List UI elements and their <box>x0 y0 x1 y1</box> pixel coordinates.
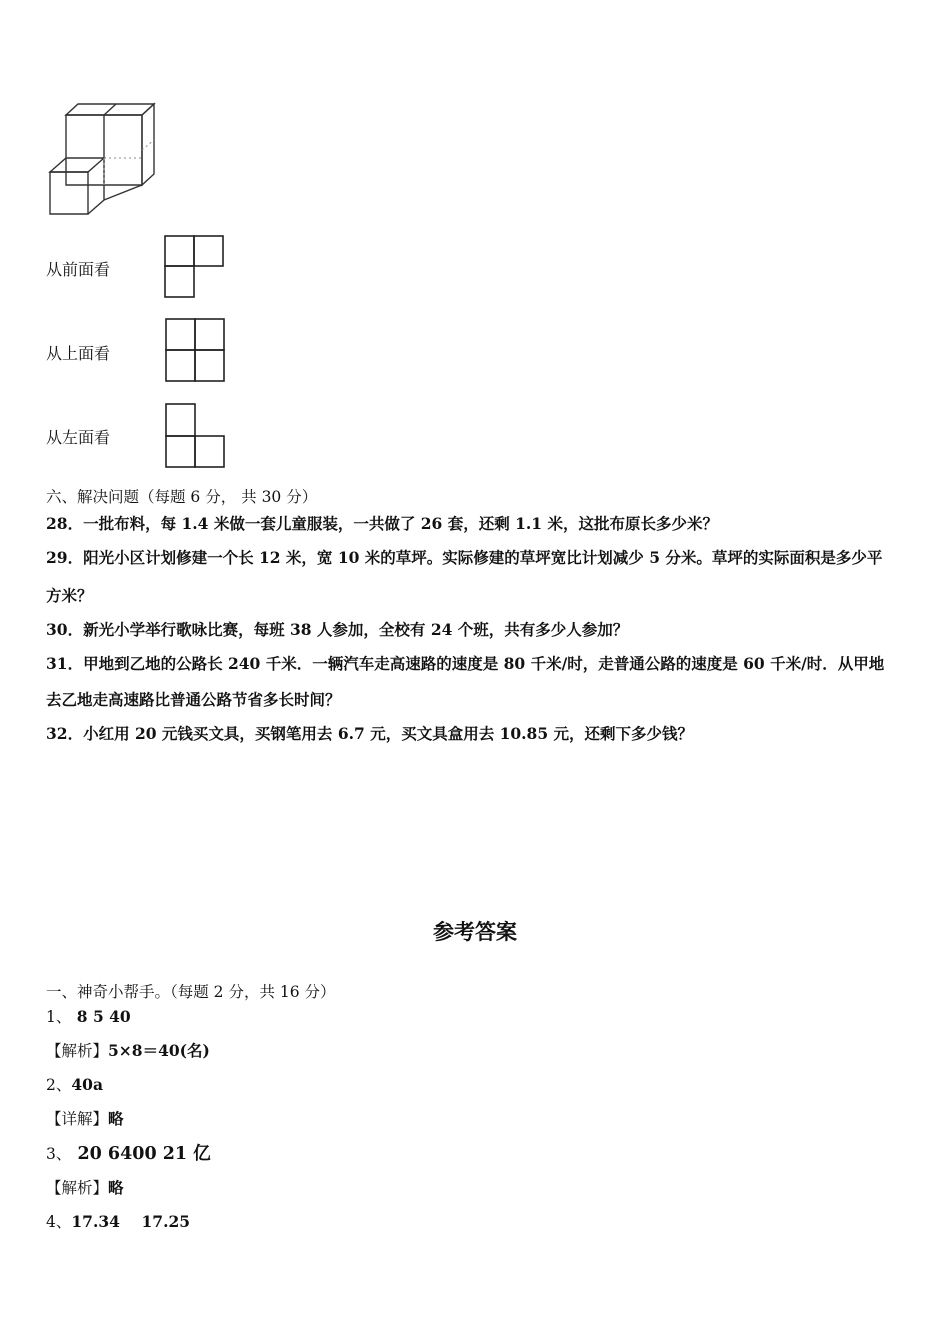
question-31-line1: 31．甲地到乙地的公路长 240 千米．一辆汽车走高速路的速度是 80 千米/时，走普通公路的速度是 60 千米/时．从甲地 <box>46 654 885 673</box>
left-view-figure <box>164 402 228 470</box>
top-view-figure <box>164 317 228 385</box>
top-view-label: 从上面看 <box>46 344 111 363</box>
answer-3-explain-tag: 【解析】 <box>46 1179 109 1197</box>
answer-2-explain-tag: 【详解】 <box>46 1110 109 1128</box>
answer-3 <box>46 1140 211 1165</box>
answer-1-number: 1、 <box>46 1008 72 1026</box>
answers-title: 参考答案 <box>433 919 517 944</box>
answers-section1-heading: 一、神奇小帮手。（每题 2 分，共 16 分） <box>46 983 336 1001</box>
front-view-figure <box>163 234 227 300</box>
answer-3-explain-text: 略 <box>108 1178 124 1197</box>
answer-4-number: 4、 <box>46 1213 72 1231</box>
answer-3-explanation <box>46 1176 124 1198</box>
question-29-line1: 29．阳光小区计划修建一个长 12 米，宽 10 米的草坪。实际修建的草坪宽比计划减少 5 分米。草坪的实际面积是多少平 <box>46 548 883 567</box>
answer-3-number: 3、 <box>46 1145 72 1163</box>
section6-heading: 六、解决问题（每题 6 分， 共 30 分） <box>46 488 318 506</box>
answer-1 <box>46 1005 131 1027</box>
left-view-label: 从左面看 <box>46 428 111 447</box>
answer-2 <box>46 1073 103 1095</box>
question-31-line2: 去乙地走高速路比普通公路节省多长时间？ <box>46 690 341 709</box>
answer-2-value: 40a <box>71 1075 103 1094</box>
answer-2-explain-text: 略 <box>108 1109 124 1128</box>
answer-3-value: 20 6400 21 亿 <box>71 1144 211 1164</box>
question-32: 32．小红用 20 元钱买文具，买钢笔用去 6.7 元，买文具盒用去 10.85 元，还剩下多少钱？ <box>46 724 694 743</box>
answer-1-explanation <box>46 1039 210 1061</box>
answer-4 <box>46 1210 190 1232</box>
question-30: 30．新光小学举行歌咏比赛，每班 38 人参加，全校有 24 个班，共有多少人参加？ <box>46 620 629 639</box>
question-28: 28．一批布料，每 1.4 米做一套儿童服装，一共做了 26 套，还剩 1.1 米，这批布原长多少米？ <box>46 514 718 533</box>
answer-1-value: 8 5 40 <box>71 1007 131 1026</box>
answer-1-explain-tag: 【解析】 <box>46 1042 109 1060</box>
answer-1-explain-text: 5×8＝40(名) <box>108 1041 210 1060</box>
front-view-label: 从前面看 <box>46 260 111 279</box>
cube-figure <box>44 100 159 220</box>
answer-2-number: 2、 <box>46 1076 72 1094</box>
answer-4-value: 17.34 17.25 <box>71 1212 191 1231</box>
question-29-line2: 方米？ <box>46 586 93 605</box>
answer-2-explanation <box>46 1107 124 1129</box>
